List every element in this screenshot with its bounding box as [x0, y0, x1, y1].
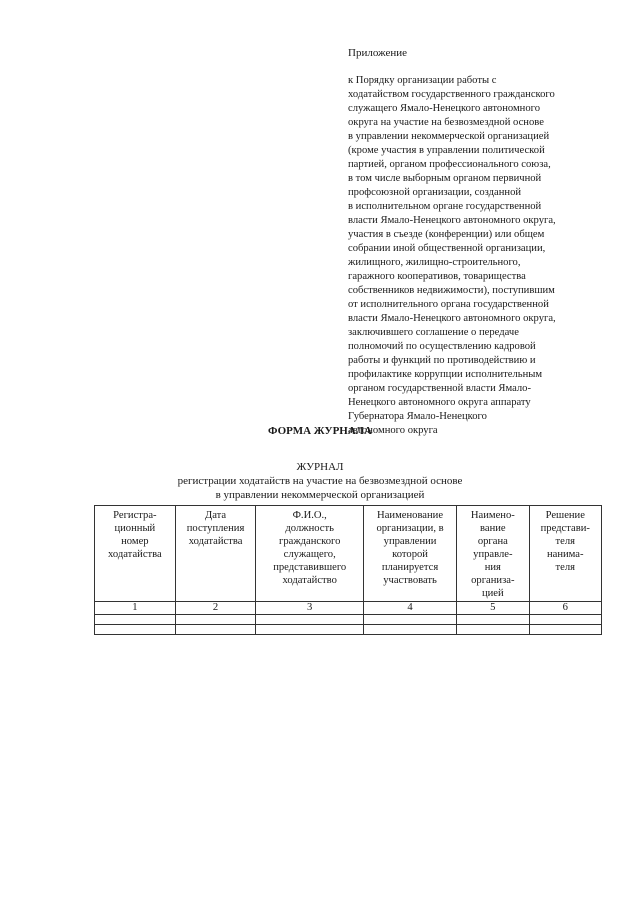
table-cell [457, 625, 529, 635]
appendix-line: служащего Ямало-Ненецкого автономного [348, 103, 541, 114]
table-cell [364, 625, 457, 635]
appendix-line: от исполнительного органа государственной [348, 299, 549, 310]
appendix-line: в том числе выборным органом первичной [348, 173, 542, 184]
column-number: 4 [364, 602, 457, 615]
appendix-line: округа на участие на безвозмездной основе [348, 117, 544, 128]
journal-title: ЖУРНАЛ [296, 461, 344, 473]
appendix-line: жилищного, жилищно-строительного, [348, 257, 521, 268]
column-number: 6 [529, 602, 601, 615]
appendix-line: собрании иной общественной организации, [348, 243, 546, 254]
appendix-text [348, 74, 638, 438]
appendix-line: органом государственной власти Ямало- [348, 383, 532, 394]
appendix-line: полномочий по осуществлению кадровой [348, 341, 536, 352]
journal-table [94, 505, 602, 635]
appendix-line: профилактике коррупции исполнительным [348, 369, 543, 380]
header-organization-name: Наименование организации, в управлении которой планируется участвовать [364, 506, 457, 602]
appendix-line: ходатайством государственного гражданского [348, 89, 555, 100]
appendix-title: Приложение [348, 47, 408, 59]
header-employer-decision: Решение представи- теля нанима- теля [529, 506, 601, 602]
journal-subtitle-line: в управлении некоммерческой организацией [215, 489, 425, 501]
appendix-line: гаражного кооперативов, товарищества [348, 271, 526, 282]
appendix-line: в исполнительном органе государственной [348, 201, 542, 212]
table-cell [256, 625, 364, 635]
header-management-body: Наимено- вание органа управле- ния организа- цией [457, 506, 529, 602]
column-number: 2 [175, 602, 256, 615]
header-employee-name-position: Ф.И.О., должность гражданского служащего, представившего ходатайство [256, 506, 364, 602]
appendix-line: власти Ямало-Ненецкого автономного округа, [348, 313, 556, 324]
column-number: 1 [95, 602, 176, 615]
table-cell [175, 615, 256, 625]
table-row [95, 615, 602, 625]
table-cell [256, 615, 364, 625]
appendix-line: к Порядку организации работы с [348, 75, 497, 86]
journal-subtitle-line: регистрации ходатайств на участие на безвозмездной основе [177, 475, 463, 487]
appendix-line: участия в съезде (конференции) или общем [348, 229, 545, 240]
appendix-line: Ненецкого автономного округа аппарату [348, 397, 531, 408]
column-number: 3 [256, 602, 364, 615]
table-cell [529, 625, 601, 635]
header-registration-number: Регистра- ционный номер ходатайства [95, 506, 176, 602]
table-row [95, 625, 602, 635]
table-cell [95, 615, 176, 625]
appendix-line: профсоюзной организации, созданной [348, 187, 522, 198]
table-cell [529, 615, 601, 625]
appendix-line: власти Ямало-Ненецкого автономного округа, [348, 215, 556, 226]
table-cell [364, 615, 457, 625]
appendix-line: Губернатора Ямало-Ненецкого [348, 411, 487, 422]
column-number: 5 [457, 602, 529, 615]
journal-heading [0, 460, 640, 502]
table-number-row [95, 602, 602, 615]
appendix-line: собственников недвижимости), поступившим [348, 285, 555, 296]
form-heading: ФОРМА ЖУРНАЛА [268, 425, 372, 437]
table-cell [175, 625, 256, 635]
appendix-line: заключившего соглашение о передаче [348, 327, 519, 338]
appendix-line: партией, органом профессионального союза, [348, 159, 551, 170]
table-cell [95, 625, 176, 635]
appendix-line: работы и функций по противодействию и [348, 355, 536, 366]
header-receipt-date: Дата поступления ходатайства [175, 506, 256, 602]
appendix-line: автономного округа [348, 425, 438, 436]
table-cell [457, 615, 529, 625]
table-header-row [95, 506, 602, 602]
appendix-line: в управлении некоммерческой организацией [348, 131, 550, 142]
appendix-line: (кроме участия в управлении политической [348, 145, 545, 156]
